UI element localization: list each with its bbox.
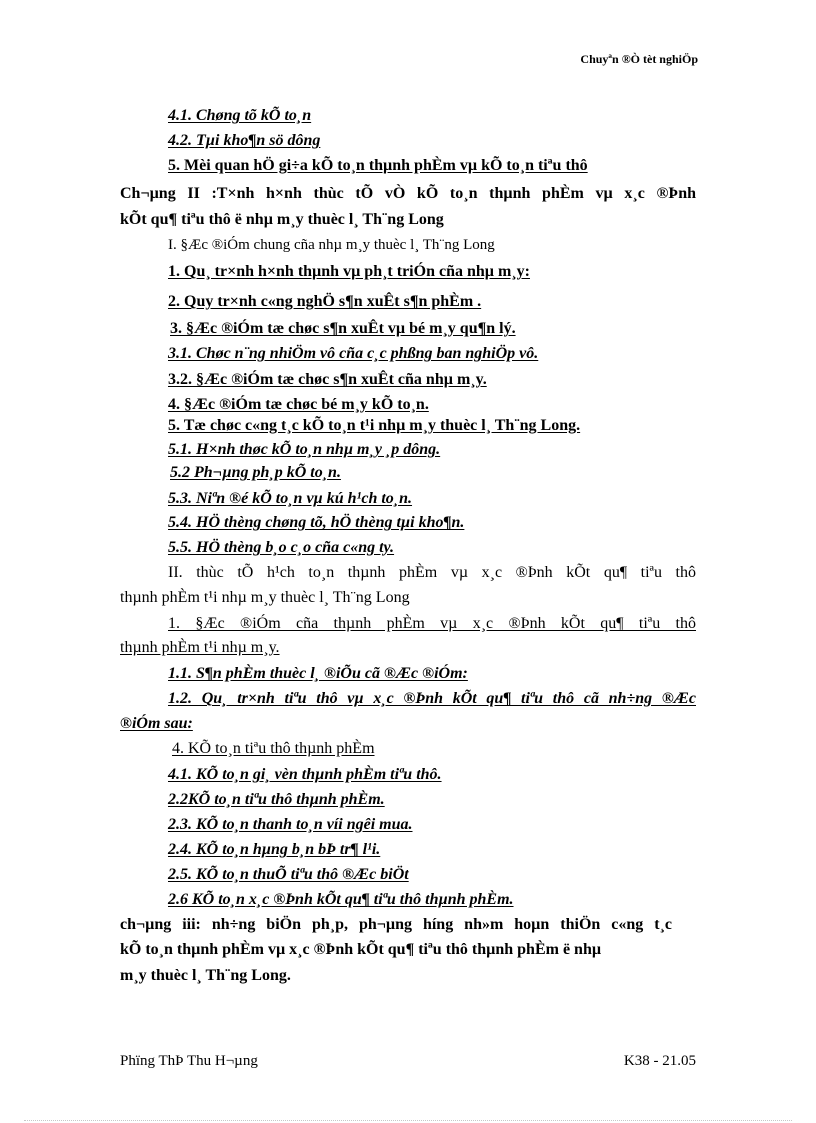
toc-entry: 3.2. §Æc ®iÓm tæ chøc s¶n xuÊt cña nhµ m¸y. — [168, 371, 487, 388]
header-divider — [118, 72, 698, 73]
toc-entry: 2.5. KÕ to¸n thuÕ tiªu thô ®Æc biÖt — [168, 866, 409, 883]
toc-entry: 5.5. HÖ thèng b¸o c¸o cña c«ng ty. — [168, 539, 395, 556]
toc-entry: 1. §Æc ®iÓm cña thµnh phÈm vµ x¸c ®Þnh kÕt qu¶ tiªu thô — [168, 615, 696, 632]
toc-entry: 1.1. S¶n phÈm thuèc l¸ ®iÕu cã ®Æc ®iÓm: — [168, 665, 468, 682]
toc-entry: 2.4. KÕ to¸n hµng b¸n bÞ tr¶ l¹i. — [168, 841, 381, 858]
toc-entry: 2.2KÕ to¸n tiªu thô thµnh phÈm. — [168, 791, 385, 808]
page-bottom-border — [24, 1120, 792, 1121]
chapter-heading: kÕ to¸n thµnh phÈm vµ x¸c ®Þnh kÕt qu¶ tiªu thô thµnh phÈm ë nhµ — [120, 941, 602, 958]
toc-entry: 4.2. Tµi kho¶n sö dông — [168, 132, 321, 149]
toc-entry: 2.3. KÕ to¸n thanh to¸n víi ngêi mua. — [168, 816, 413, 833]
toc-entry: 5.2 Ph¬µng ph¸p kÕ to¸n. — [170, 464, 341, 481]
chapter-heading: m¸y thuèc l¸ Th¨ng Long. — [120, 967, 291, 984]
footer-class-code: K38 - 21.05 — [623, 1053, 696, 1069]
toc-entry: 5.3. Niªn ®é kÕ to¸n vµ kú h¹ch to¸n. — [168, 490, 413, 507]
section-heading: thµnh phÈm t¹i nhµ m¸y thuèc l¸ Th¨ng Long — [120, 589, 410, 606]
toc-entry: 4. KÕ to¸n tiªu thô thµnh phÈm — [172, 740, 375, 757]
toc-entry: 5.1. H×nh thøc kÕ to¸n nhµ m¸y ¸p dông. — [168, 441, 441, 458]
section-heading: II. thùc tÕ h¹ch to¸n thµnh phÈm vµ x¸c ®Þnh kÕt qu¶ tiªu thô — [168, 564, 696, 581]
toc-entry: 4.1. Chøng tõ kÕ to¸n — [168, 107, 312, 124]
toc-entry: 1.2. Qu¸ tr×nh tiªu thô vµ x¸c ®Þnh kÕt qu¶ tiªu thô cã nh÷ng ®Æc — [168, 690, 696, 707]
toc-entry: thµnh phÈm t¹i nhµ m¸y. — [120, 639, 280, 656]
chapter-heading: ch¬µng iii: nh÷ng biÖn ph¸p, ph¬µng híng nh»m hoµn thiÖn c«ng t¸c — [120, 916, 672, 933]
toc-entry: 5. Tæ chøc c«ng t¸c kÕ to¸n t¹i nhµ m¸y thuèc l¸ Th¨ng Long. — [168, 417, 581, 434]
toc-entry: 1. Qu¸ tr×nh h×nh thµnh vµ ph¸t triÓn cña nhµ m¸y: — [168, 263, 530, 280]
toc-entry: 2. Quy tr×nh c«ng nghÖ s¶n xuÊt s¶n phÈm . — [168, 293, 482, 310]
page-header-title: Chuyªn ®Ò tèt nghiÖp — [580, 52, 698, 66]
toc-entry: 5.4. HÖ thèng chøng tõ, hÖ thèng tµi kho¶n. — [168, 514, 465, 531]
chapter-heading: Ch¬µng II :T×nh h×nh thùc tÕ vÒ kÕ to¸n thµnh phÈm vµ x¸c ®Þnh — [120, 185, 696, 202]
section-heading: I. §Æc ®iÓm chung cña nhµ m¸y thuèc l¸ Th¨ng Long — [168, 237, 495, 253]
toc-entry: 3. §Æc ®iÓm tæ chøc s¶n xuÊt vµ bé m¸y qu¶n lý. — [170, 320, 516, 337]
toc-entry: ®iÓm sau: — [120, 715, 193, 732]
footer-author: Phïng ThÞ Thu H¬µng — [120, 1053, 258, 1069]
toc-entry: 4.1. KÕ to¸n gi¸ vèn thµnh phÈm tiªu thô. — [168, 766, 442, 783]
toc-entry: 4. §Æc ®iÓm tæ chøc bé m¸y kÕ to¸n. — [168, 396, 429, 413]
chapter-heading: kÕt qu¶ tiªu thô ë nhµ m¸y thuèc l¸ Th¨ng Long — [120, 211, 444, 228]
toc-entry: 3.1. Chøc n¨ng nhiÖm vô cña c¸c phßng ban nghiÖp vô. — [168, 345, 539, 362]
toc-entry: 5. Mèi quan hÖ gi÷a kÕ to¸n thµnh phÈm vµ kÕ to¸n tiªu thô — [168, 157, 588, 174]
toc-entry: 2.6 KÕ to¸n x¸c ®Þnh kÕt qu¶ tiªu thô thµnh phÈm. — [168, 891, 514, 908]
